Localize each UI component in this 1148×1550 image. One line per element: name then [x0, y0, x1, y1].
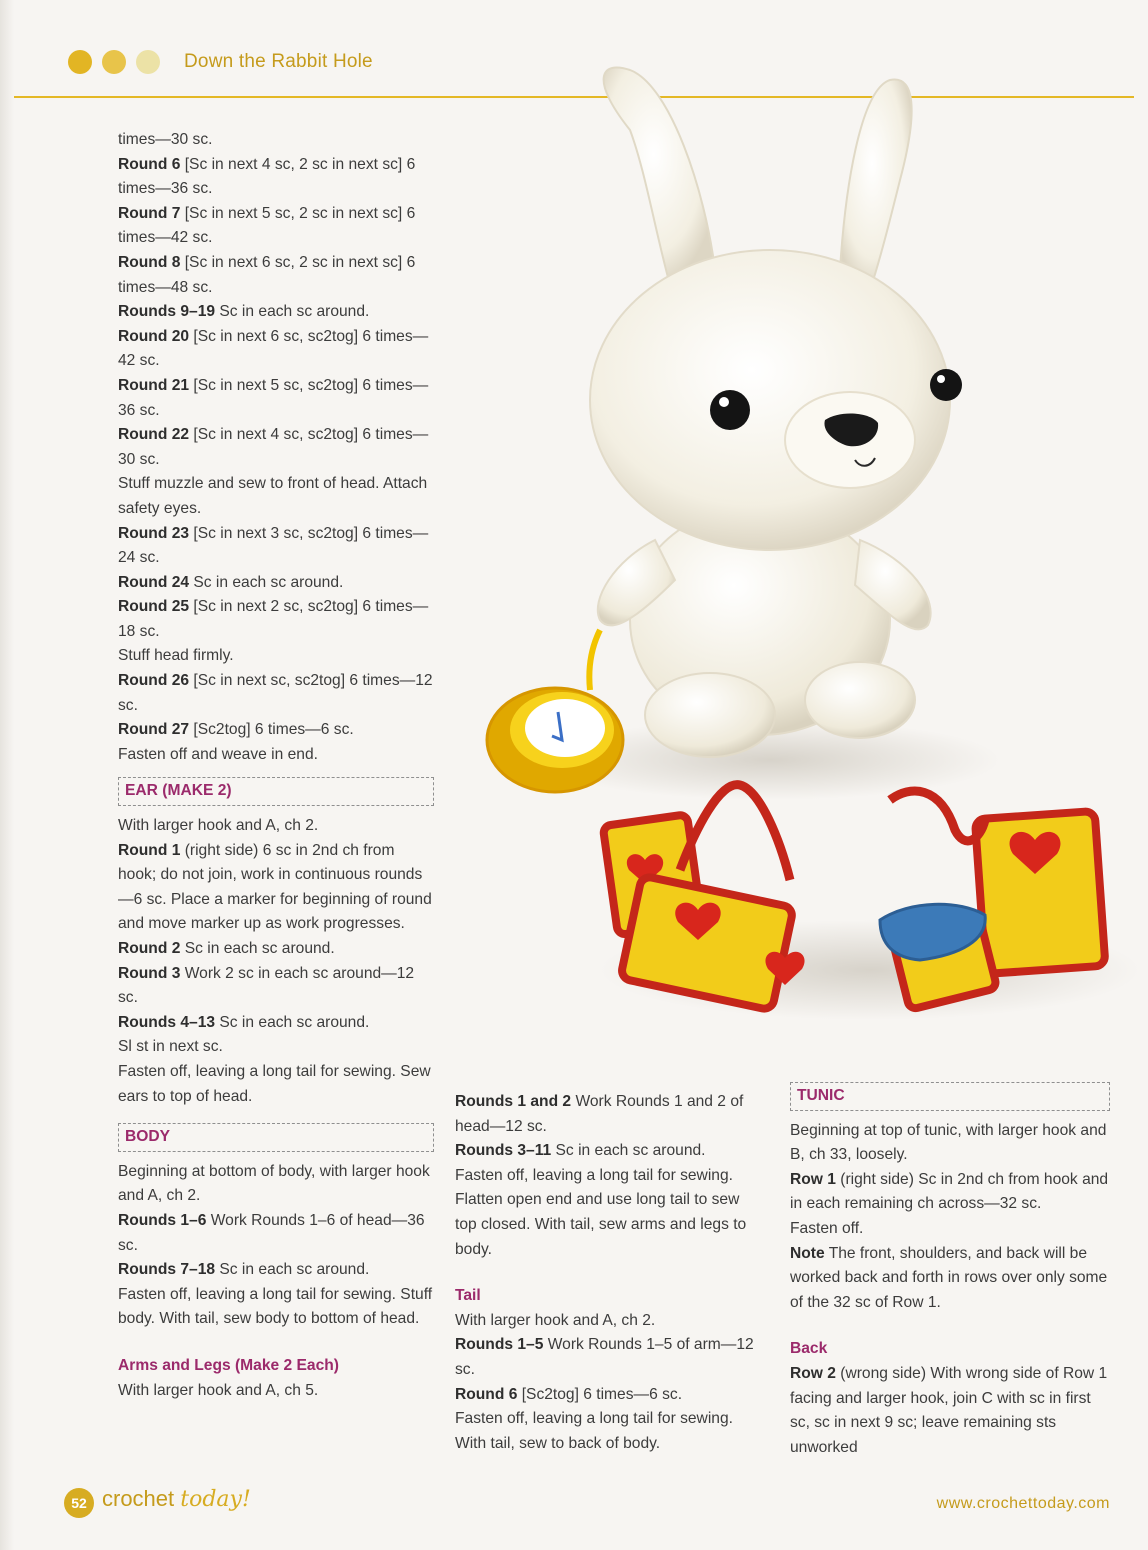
subheading-tail: Tail: [455, 1287, 481, 1305]
rabbit-head: [590, 250, 950, 550]
instruction-text: (wrong side) With wrong side of Row 1 facing and larger hook, join C with sc in first sc, sc in next 9 sc; leave remaining sts unworked: [790, 1364, 1108, 1456]
instruction-line: [118, 522, 434, 571]
instruction-line: [118, 718, 434, 743]
instruction-text: Work 2 sc in each sc around—12 sc.: [118, 964, 415, 1007]
rabbit-leg: [645, 673, 775, 757]
instruction-label: Round 7: [118, 204, 181, 222]
instruction-text: Sc in each sc around.: [215, 1013, 370, 1031]
instruction-text: [Sc2tog] 6 times—6 sc.: [189, 721, 354, 739]
instruction-label: Round 20: [118, 327, 190, 345]
instruction-text: Fasten off, leaving a long tail for sewing. Stuff body. With tail, sew body to bottom of head.: [118, 1285, 433, 1328]
instruction-line: [118, 937, 434, 962]
instruction-text: Fasten off and weave in end.: [118, 745, 318, 763]
instruction-text: [Sc in next 5 sc, 2 sc in next sc] 6 times—42 sc.: [118, 204, 416, 247]
instruction-line: [790, 1217, 1110, 1242]
instruction-label: Round 1: [118, 841, 181, 859]
instruction-text: (right side) Sc in 2nd ch from hook and in each remaining ch across—32 sc.: [790, 1170, 1109, 1213]
instruction-line: [118, 374, 434, 423]
instruction-text: (right side) 6 sc in 2nd ch from hook; do not join, work in continuous rounds—6 sc. Place a marker for beginning of round and move marker up as work progresses.: [118, 841, 432, 933]
instruction-line: [118, 743, 434, 768]
instruction-label: Rounds 4–13: [118, 1013, 216, 1031]
instruction-text: Sc in each sc around.: [215, 303, 370, 321]
instruction-label: Row 1: [790, 1170, 836, 1188]
instruction-line: [118, 202, 434, 251]
instruction-text: [Sc in next 4 sc, sc2tog] 6 times—30 sc.: [118, 426, 429, 468]
instruction-line: [790, 1242, 1110, 1316]
tail-instructions: [455, 1309, 765, 1457]
instruction-label: Round 25: [118, 598, 190, 616]
instruction-label: Round 8: [118, 253, 181, 271]
instruction-text: Sc in each sc around.: [215, 1261, 370, 1279]
instruction-line: [455, 1407, 765, 1456]
body-instructions: [118, 1160, 434, 1332]
website-url: www.crochettoday.com: [936, 1495, 1110, 1512]
instruction-text: Sc in each sc around.: [180, 940, 335, 957]
header-dot-icon: [136, 50, 160, 74]
instruction-line: [118, 644, 434, 669]
instruction-line: [118, 128, 434, 153]
header-dot-icon: [68, 50, 92, 74]
instruction-label: Rounds 9–19: [118, 303, 216, 321]
instruction-label: Round 22: [118, 426, 190, 444]
instruction-label: Rounds 7–18: [118, 1261, 216, 1279]
instruction-line: [455, 1333, 765, 1382]
instruction-text: Fasten off.: [790, 1219, 864, 1237]
instruction-line: [118, 300, 434, 325]
instruction-line: [455, 1090, 765, 1139]
instruction-line: [118, 472, 434, 521]
rabbit-eye: [710, 390, 750, 430]
instruction-label: Round 27: [118, 721, 190, 739]
instruction-line: [118, 595, 434, 644]
column-right: [790, 1082, 1110, 1460]
subheading-back: Back: [790, 1340, 828, 1358]
instruction-text: With larger hook and A, ch 2.: [455, 1311, 656, 1329]
instruction-text: Fasten off, leaving a long tail for sewing. With tail, sew to back of body.: [455, 1410, 733, 1452]
instruction-label: Round 3: [118, 964, 181, 982]
instruction-text: Work Rounds 1 and 2 of head—12 sc.: [455, 1093, 744, 1135]
instruction-label: Round 6: [118, 155, 181, 173]
rabbit-ear: [840, 79, 912, 290]
instruction-label: Rounds 1–5: [455, 1336, 544, 1354]
instruction-text: [Sc in next 6 sc, sc2tog] 6 times—42 sc.: [118, 327, 429, 370]
section-heading-ear: EAR (MAKE 2): [118, 777, 434, 806]
instruction-line: [455, 1164, 765, 1262]
instruction-line: [118, 571, 434, 596]
instruction-line: [790, 1168, 1110, 1217]
instruction-text: Stuff muzzle and sew to front of head. Attach safety eyes.: [118, 475, 428, 517]
instruction-text: Sc in each sc around.: [189, 573, 344, 591]
rabbit-photo: [440, 40, 1140, 1080]
instruction-line: [790, 1119, 1110, 1168]
rabbit-leg: [805, 662, 915, 738]
magazine-logo: [102, 1486, 251, 1512]
instruction-line: [118, 669, 434, 718]
rabbit-ear: [604, 68, 715, 286]
instruction-text: [Sc in next 2 sc, sc2tog] 6 times—18 sc.: [118, 598, 429, 640]
instruction-text: [Sc in next 4 sc, 2 sc in next sc] 6 times—36 sc.: [118, 155, 416, 198]
instruction-label: Note: [790, 1244, 825, 1262]
instruction-text: Work Rounds 1–6 of head—36 sc.: [118, 1211, 425, 1254]
instruction-line: [118, 1258, 434, 1283]
instruction-line: [455, 1309, 765, 1334]
instruction-label: Rounds 3–11: [455, 1142, 552, 1160]
instruction-label: Round 2: [118, 940, 181, 957]
page-gutter: [0, 0, 14, 1550]
instruction-text: With larger hook and A, ch 2.: [118, 817, 319, 835]
instruction-label: Round 24: [118, 573, 190, 591]
instruction-text: [Sc in next 5 sc, sc2tog] 6 times—36 sc.: [118, 376, 429, 419]
instruction-text: Fasten off, leaving a long tail for sewing. Sew ears to top of head.: [118, 1062, 431, 1105]
instruction-line: [118, 814, 434, 839]
instruction-text: Sl st in next sc.: [118, 1038, 223, 1056]
instruction-line: [118, 1060, 434, 1109]
instruction-text: [Sc in next 6 sc, 2 sc in next sc] 6 times—48 sc.: [118, 253, 416, 296]
instruction-text: Beginning at top of tunic, with larger hook and B, ch 33, loosely.: [790, 1121, 1107, 1164]
instruction-line: [118, 1160, 434, 1209]
instruction-line: [118, 325, 434, 374]
instruction-label: Round 6: [455, 1385, 518, 1403]
brand-text-a: crochet: [102, 1486, 181, 1511]
section-title: Down the Rabbit Hole: [184, 51, 373, 72]
back-instructions: [790, 1362, 1110, 1460]
instruction-line: [455, 1383, 765, 1408]
running-header: [68, 44, 373, 80]
instruction-line: [118, 153, 434, 202]
instruction-text: Sc in each sc around.: [551, 1142, 706, 1160]
subheading-arms-legs: Arms and Legs (Make 2 Each): [118, 1356, 339, 1374]
instruction-line: [118, 962, 434, 1011]
instruction-text: Beginning at bottom of body, with larger hook and A, ch 2.: [118, 1162, 430, 1205]
instruction-line: [118, 839, 434, 937]
instruction-text: Work Rounds 1–5 of arm—12 sc.: [455, 1336, 754, 1378]
instruction-text: Fasten off, leaving a long tail for sewing. Flatten open end and use long tail to sew top closed. With tail, sew arms and legs to body.: [455, 1166, 747, 1258]
instruction-text: The front, shoulders, and back will be worked back and forth in rows over only some of the 32 sc of Row 1.: [790, 1244, 1108, 1311]
rabbit-eye: [930, 369, 962, 401]
instruction-line: [118, 423, 434, 472]
instruction-text: [Sc2tog] 6 times—6 sc.: [517, 1385, 683, 1403]
instruction-line: [790, 1362, 1110, 1460]
instruction-label: Round 26: [118, 672, 190, 690]
column-left: [118, 128, 434, 1403]
instruction-label: Round 21: [118, 376, 190, 394]
column-middle: [455, 1090, 765, 1456]
header-dot-icon: [102, 50, 126, 74]
pocket-watch: [487, 630, 623, 792]
instruction-line: [118, 1209, 434, 1258]
instruction-line: [118, 1035, 434, 1060]
instruction-label: Rounds 1 and 2: [455, 1093, 572, 1110]
arms-continued-instructions: [455, 1090, 765, 1262]
instruction-text: [Sc in next sc, sc2tog] 6 times—12 sc.: [118, 672, 433, 714]
instruction-label: Round 23: [118, 524, 190, 542]
instruction-line: [118, 1379, 434, 1404]
instruction-line: [118, 251, 434, 300]
instruction-text: With larger hook and A, ch 5.: [118, 1381, 319, 1399]
section-heading-body: BODY: [118, 1123, 434, 1152]
instruction-label: Row 2: [790, 1364, 836, 1382]
instruction-label: Rounds 1–6: [118, 1211, 207, 1229]
ear-instructions: [118, 814, 434, 1109]
page-number: 52: [64, 1488, 94, 1518]
instruction-text: Stuff head firmly.: [118, 647, 234, 665]
tunic-instructions: [790, 1119, 1110, 1316]
instruction-line: [455, 1139, 765, 1164]
section-heading-tunic: TUNIC: [790, 1082, 1110, 1111]
instruction-text: [Sc in next 3 sc, sc2tog] 6 times—24 sc.: [118, 524, 429, 567]
instruction-line: [118, 1011, 434, 1036]
brand-text-b: today!: [180, 1487, 251, 1512]
arms-instructions: [118, 1379, 434, 1404]
head-instructions: [118, 128, 434, 767]
instruction-line: [118, 1283, 434, 1332]
instruction-text: times—30 sc.: [118, 131, 213, 148]
